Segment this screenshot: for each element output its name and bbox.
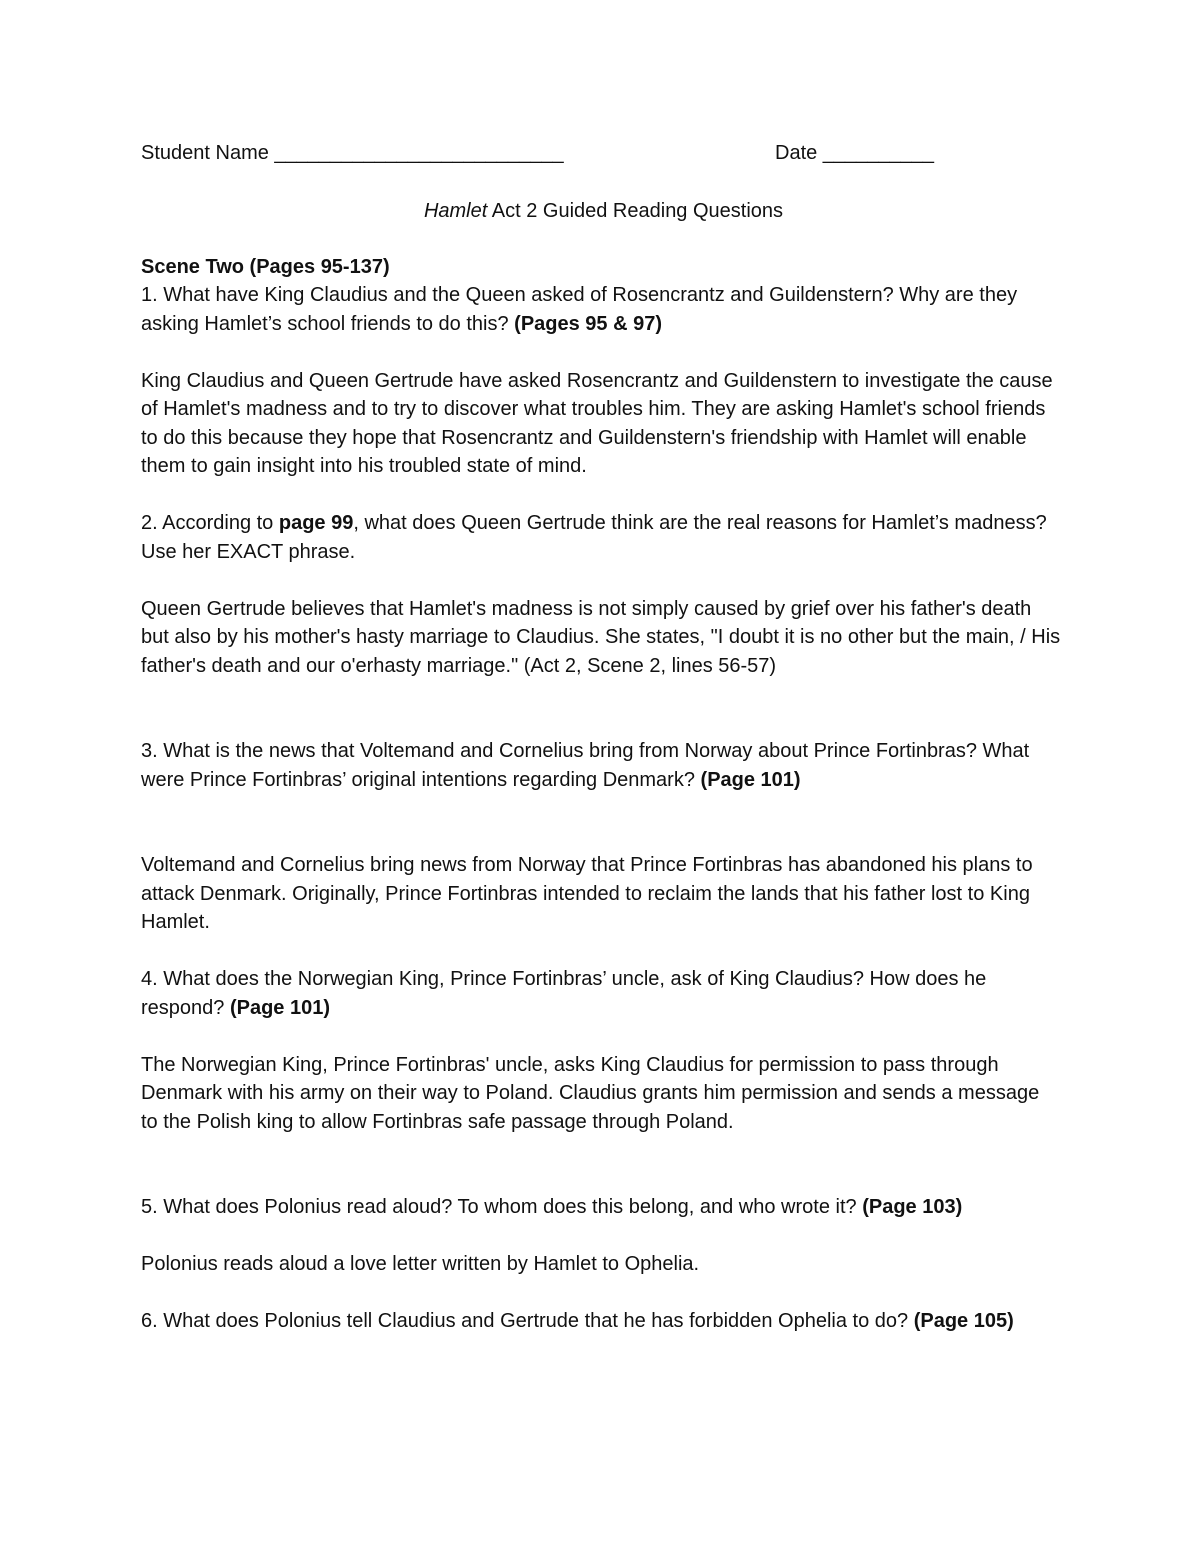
header-row <box>141 139 1061 169</box>
scene-heading: Scene Two (Pages 95-137) <box>141 255 390 278</box>
question-5 <box>141 1193 1061 1222</box>
date-field: Date __________ <box>775 142 935 164</box>
student-name-field: Student Name __________________________ <box>141 142 564 164</box>
title-rest: Act 2 Guided Reading Questions <box>487 200 784 222</box>
question-2-pre: 2. According to <box>141 512 279 534</box>
document-title <box>141 197 1066 226</box>
document-page <box>141 139 1061 1336</box>
question-1-text: 1. What have King Claudius and the Queen asked of Rosencrantz and Guildenstern? Why are they asking Hamlet’s school friends to do this? <box>141 284 1018 335</box>
question-2-page: page 99 <box>278 512 354 534</box>
question-3-ref: (Page 101) <box>700 768 801 791</box>
answer-2: Queen Gertrude believes that Hamlet's madness is not simply caused by grief over his father's death but also by his mother's hasty marriage to Claudius. She states, "I doubt it is no other but the main, / His father's death and our o'erhasty marriage." (Act 2, Scene 2, lines 56-57) <box>141 597 1061 677</box>
answer-4: The Norwegian King, Prince Fortinbras' uncle, asks King Claudius for permission to pass through Denmark with his army on their way to Poland. Claudius grants him permission and sends a message to the Polish king to allow Fortinbras safe passage through Poland. <box>141 1053 1040 1133</box>
question-5-text: 5. What does Polonius read aloud? To whom does this belong, and who wrote it? <box>141 1196 863 1218</box>
question-2 <box>141 509 1061 566</box>
answer-3: Voltemand and Cornelius bring news from Norway that Prince Fortinbras has abandoned his plans to attack Denmark. Originally, Prince Fortinbras intended to reclaim the lands that his father lost to King Hamlet. <box>141 854 1033 933</box>
question-4-text: 4. What does the Norwegian King, Prince Fortinbras’ uncle, ask of King Claudius? How does he respond? <box>141 968 987 1019</box>
title-italic: Hamlet <box>423 200 488 222</box>
question-4-ref: (Page 101) <box>229 996 331 1019</box>
answer-1: King Claudius and Queen Gertrude have asked Rosencrantz and Guildenstern to investigate the cause of Hamlet's madness and to try to discover what troubles him. They are asking Hamlet's school friends to do this because they hope that Rosencrantz and Guildenstern's friendship with Hamlet will enable them to gain insight into his troubled state of mind. <box>141 369 1053 477</box>
question-2-post: , what does Queen Gertrude think are the real reasons for Hamlet’s madness? Use her EXACT phrase. <box>141 512 1047 563</box>
question-6-text: 6. What does Polonius tell Claudius and Gertrude that he has forbidden Ophelia to do? <box>141 1310 914 1332</box>
question-1 <box>141 281 1061 338</box>
question-3 <box>141 737 1061 794</box>
question-3-text: 3. What is the news that Voltemand and Cornelius bring from Norway about Prince Fortinbras? What were Prince Fortinbras’ original intentions regarding Denmark? <box>141 740 1030 791</box>
question-4 <box>141 965 1061 1022</box>
question-6-ref: (Page 105) <box>913 1310 1014 1332</box>
question-6 <box>141 1307 1061 1336</box>
question-5-ref: (Page 103) <box>862 1196 963 1218</box>
answer-5: Polonius reads aloud a love letter written by Hamlet to Ophelia. <box>141 1253 700 1275</box>
question-1-ref: (Pages 95 & 97) <box>514 312 663 335</box>
